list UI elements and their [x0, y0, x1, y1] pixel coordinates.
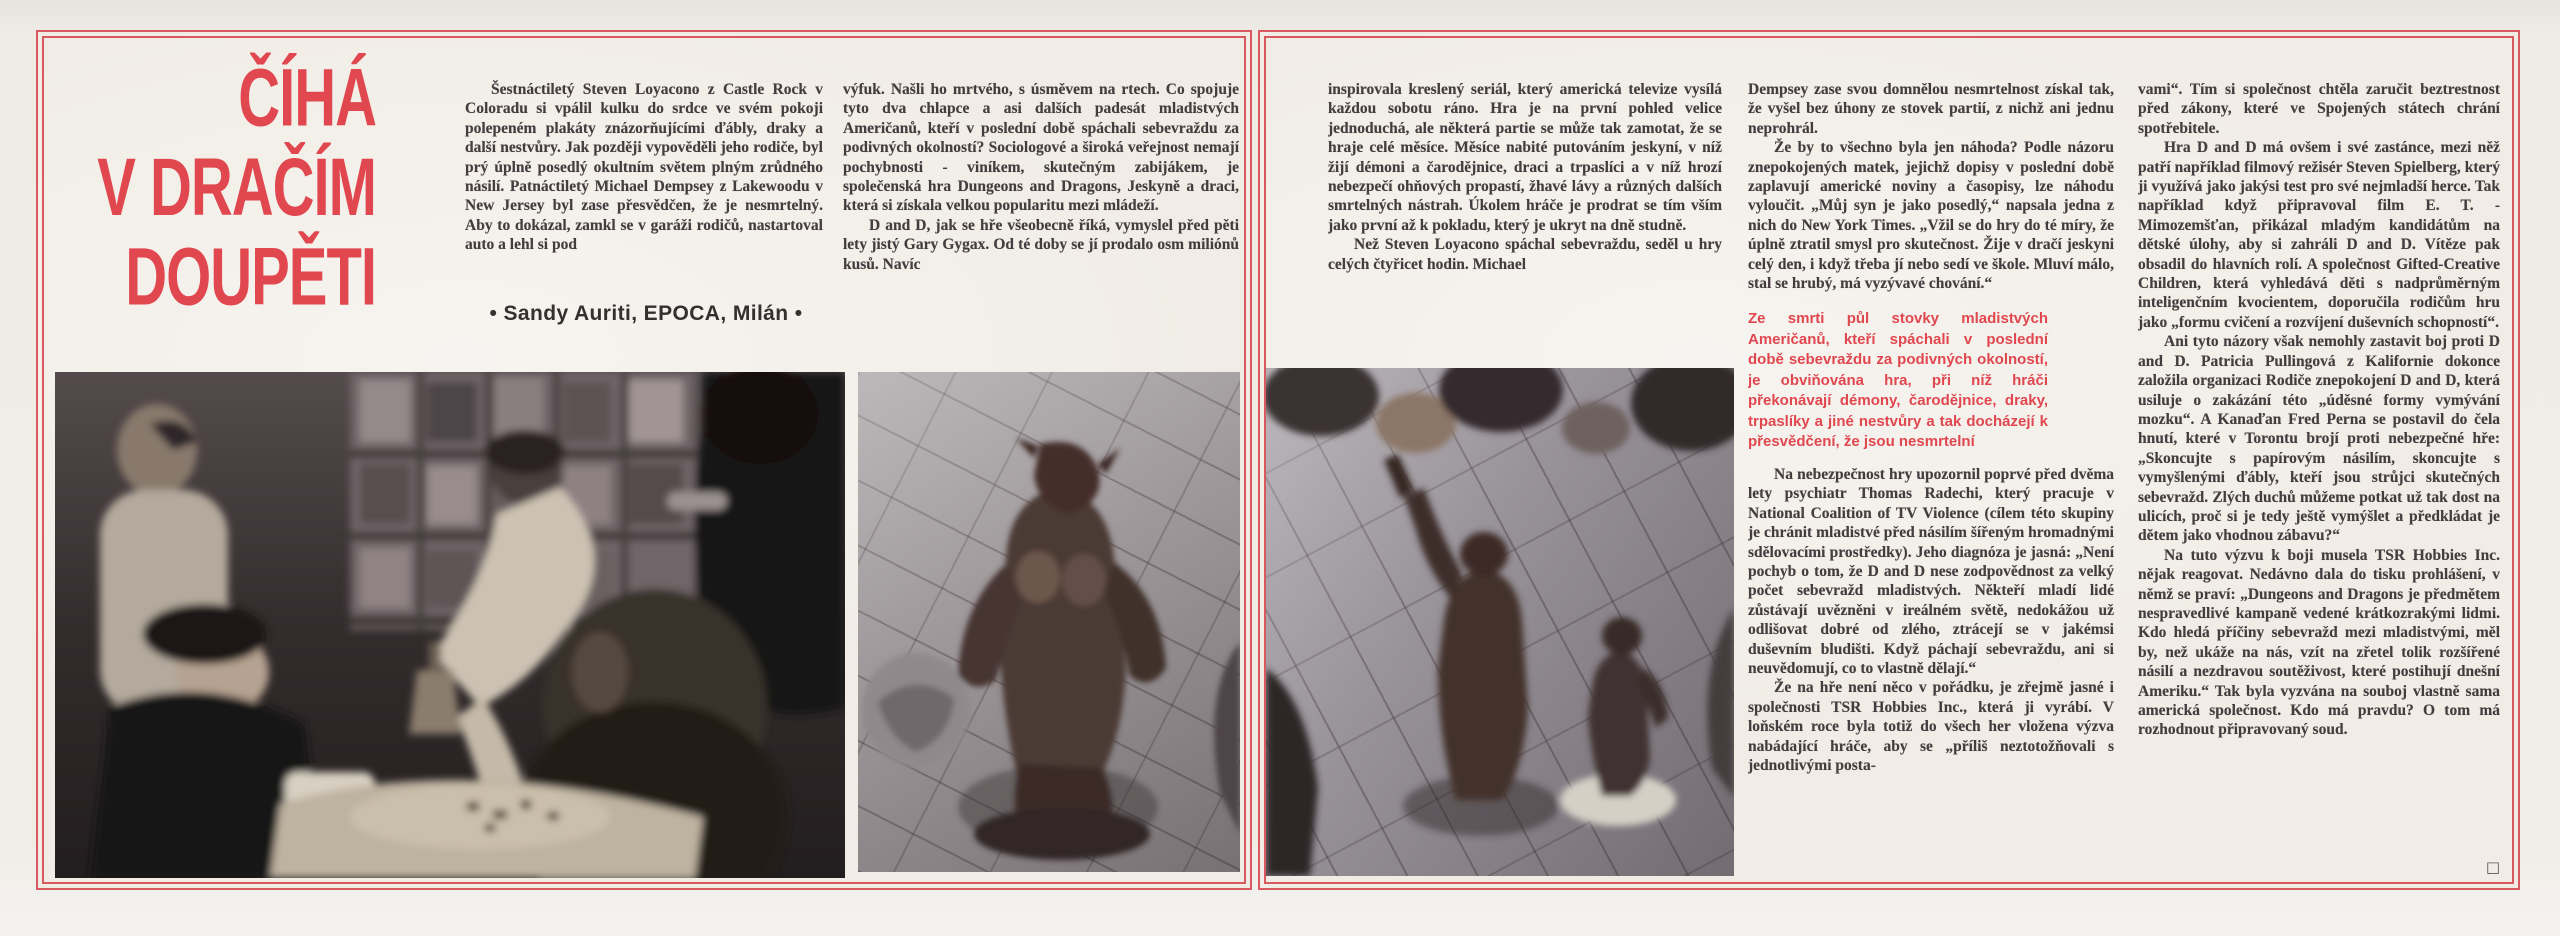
body-paragraph: Na nebezpečnost hry upozornil poprvé před dvěma lety psychiatr Thomas Radechi, který pracuje v National Coalition of TV Violence (cílem této skupiny je chránit mladistvé před násilím šířeným hromadnými sdělovacími prostředky). Jeho diagnóza je jasná: „Není pochyb o tom, že D and D nese zodpovědnost za velký počet sebevražd mladistvých. Někteří mladí lidé zůstávají uvězněni v ireálném světě, nedokážou už odlišovat dobré od zlého, ztrácejí se v jakémsi duševním bludišti. Když páchají sebevraždu, ani si neuvědomují, co to vlastně dělají.“	[1748, 465, 2114, 678]
photo-battle-miniatures	[1266, 368, 1734, 876]
red-callout: Ze smrti půl stovky mladistvých Američanů, kteří spáchali v poslední době sebevraždu za podivných okolností, je obviňována hra, při níž hráči překonávají démony, čarodějnice, draky, trpaslíky a jiné nestvůry a tak docházejí k přesvědčení, že jsou nesmrtelní	[1748, 310, 2048, 451]
body-paragraph: Ani tyto názory však nemohly zastavit boj proti D and D. Patricia Pullingová z Kalifornie dokonce založila organizaci Rodiče znepokojení D and D, která usiluje o zakázání této „úděsné formy vymývání mozku“. A Kanaďan Fred Perna se postavil do čela hnutí, které v Torontu brojí proti nebezpečné hře: „Skoncujte s papírovým násilím, skoncujte s vymyšlenými ďábly, kteří jsou strůjci skutečných sebevražd. Zlých duchů můžeme potkat už tak dost na ulicích, proč si je tedy ještě vymýšlet a předkládat je dětem jako vhodnou zábavu?“	[2138, 333, 2500, 545]
text-column-3	[1328, 80, 1722, 368]
body-paragraph: Než Steven Loyacono spáchal sebevraždu, seděl u hry celých čtyřicet hodin. Michael	[1328, 236, 1722, 273]
body-paragraph: inspirovala kreslený seriál, který americká televize vysílá každou sobotu ráno. Hra je na první pohled velice jednoduchá, ale některá partie se může tak zamotat, že se hraje celé měsíce. Měsíce nabité putováním jeskyní, v níž žijí démoni a čarodějnice, draci a trpaslíci a v níž hrozí nebezpečí ohňových propastí, žhavé lávy a různých dalších smrtelných nástrah. Úkolem hráče je prodrat se tím vším jako první až k pokladu, který je ukryt na dně studně.	[1328, 81, 1722, 234]
title-line: ČÍHÁ	[238, 52, 376, 144]
photo-players	[55, 372, 845, 878]
photo-miniatures-illustration	[1266, 368, 1734, 876]
body-paragraph: Že by to všechno byla jen náhoda? Podle názoru znepokojených matek, jejichž dopisy v poslední době zaplavují americké noviny a časopisy, lze náhodu vyloučit. „Můj syn je jako posedlý,“ napsala jedna z nich do New York Times. „Vžil se do hry do té míry, že úplně ztratil smysl pro skutečnost. Žije v dračí jeskyni celý den, i když třeba jí nebo sedí ve škole. Mluví málo, stal se hrubý, má vyzývavé chování.“	[1748, 139, 2114, 293]
body-paragraph: Šestnáctiletý Steven Loyacono z Castle Rock v Coloradu si vpálil kulku do srdce ve svém pokoji polepeném plakáty znázorňujícími ďábly, draky a další nestvůry. Jak později vypověděli jeho rodiče, byl prý úplně posedlý okultním světem plným zrůdného násilí. Patnáctiletý Michael Dempsey z Lakewoodu v New Jersey byl zase přesvědčen, že je nesmrtelný. Aby to dokázal, zamkl se v garáži rodičů, nastartoval auto a lehl si pod	[465, 81, 823, 254]
right-page	[1258, 30, 2520, 890]
body-paragraph: Na tuto výzvu k boji musela TSR Hobbies Inc. nějak reagovat. Nedávno dala do tisku prohlášení, v němž se praví: „Dungeons and Dragons je předmětem nespravedlivé kampaně vedené krátkozrakými lidmi. Kdo hledá příčiny sebevražd mezi mladistvými, měl by, než ukáže na nás, vzít na zřetel tolik rozšířené násilí a nezdravou soutěživost, které postihují dnešní Ameriku.“ Tak byla vyzvána na souboj vlastně sama americká společnost. Kdo má pravdu? O tom má rozhodnout připravovaný soud.	[2138, 546, 2500, 739]
byline: • Sandy Auriti, EPOCA, Milán •	[489, 302, 803, 325]
body-paragraph: Dempsey zase svou domnělou nesmrtelnost získal tak, že vyšel bez úhony ze stovek partií, z nichž ani jednu neprohrál.	[1748, 81, 2114, 137]
body-paragraph: D and D, jak se hře všeobecně říká, vymyslel před pěti lety jistý Gary Gygax. Od té doby se jí prodalo osm miliónů kusů. Navíc	[843, 216, 1239, 273]
photo-orc-miniature	[858, 372, 1240, 872]
photo-players-illustration	[55, 372, 845, 878]
title-line: V DRAČÍM	[97, 142, 376, 234]
photo-orc-illustration	[858, 372, 1240, 872]
text-column-5	[2138, 80, 2500, 880]
body-paragraph: Hra D and D má ovšem i své zastánce, mezi něž patří například filmový režisér Steven Spielberg, který ji využívá jako jakýsi test pro své nejmladší herce. Tak například když připravoval film E. T. - Mimozemšťan, přikázal mladým kandidátům na dětské úlohy, aby si zahráli D and D. Vítěze pak obsadil do hlavních rolí. A společnost Gifted-Creative Children, která vyhledává děti s nadprůměrným inteligenčním kvocientem, doporučila rodičům hru jako „formu cvičení a rozvíjení duševních schopností“.	[2138, 139, 2500, 331]
article-title	[54, 54, 376, 323]
text-column-2	[843, 80, 1239, 370]
body-paragraph: výfuk. Našli ho mrtvého, s úsměvem na rtech. Co spojuje tyto dva chlapce a asi dalších padesát mladistvých Američanů, kteří v poslední době spáchali sebevraždu za podivných okolností? Sociologové a široká veřejnost nemají pochybnosti - viníkem, skutečným zabijákem, je společenská hra Dungeons and Dragons, Jeskyně a draci, která si získala velkou popularitu mezi mládeží.	[843, 81, 1239, 215]
left-page	[36, 30, 1252, 890]
end-of-article-mark: □	[2485, 858, 2500, 876]
text-column-1	[465, 80, 823, 332]
text-column-4	[1748, 80, 2114, 880]
body-paragraph: Že na hře není něco v pořádku, je zřejmě jasné i společnosti TSR Hobbies Inc., která ji vyrábí. V loňském roce byla totiž do všech her vložena výzva nabádající hráče, aby se „příliš neztotožňovali s jednotlivými posta-	[1748, 679, 2114, 775]
title-line: DOUPĚTI	[125, 231, 376, 323]
body-paragraph: vami“. Tím si společnost chtěla zaručit beztrestnost před zákony, které ve Spojených státech chrání spotřebitele.	[2138, 81, 2500, 137]
